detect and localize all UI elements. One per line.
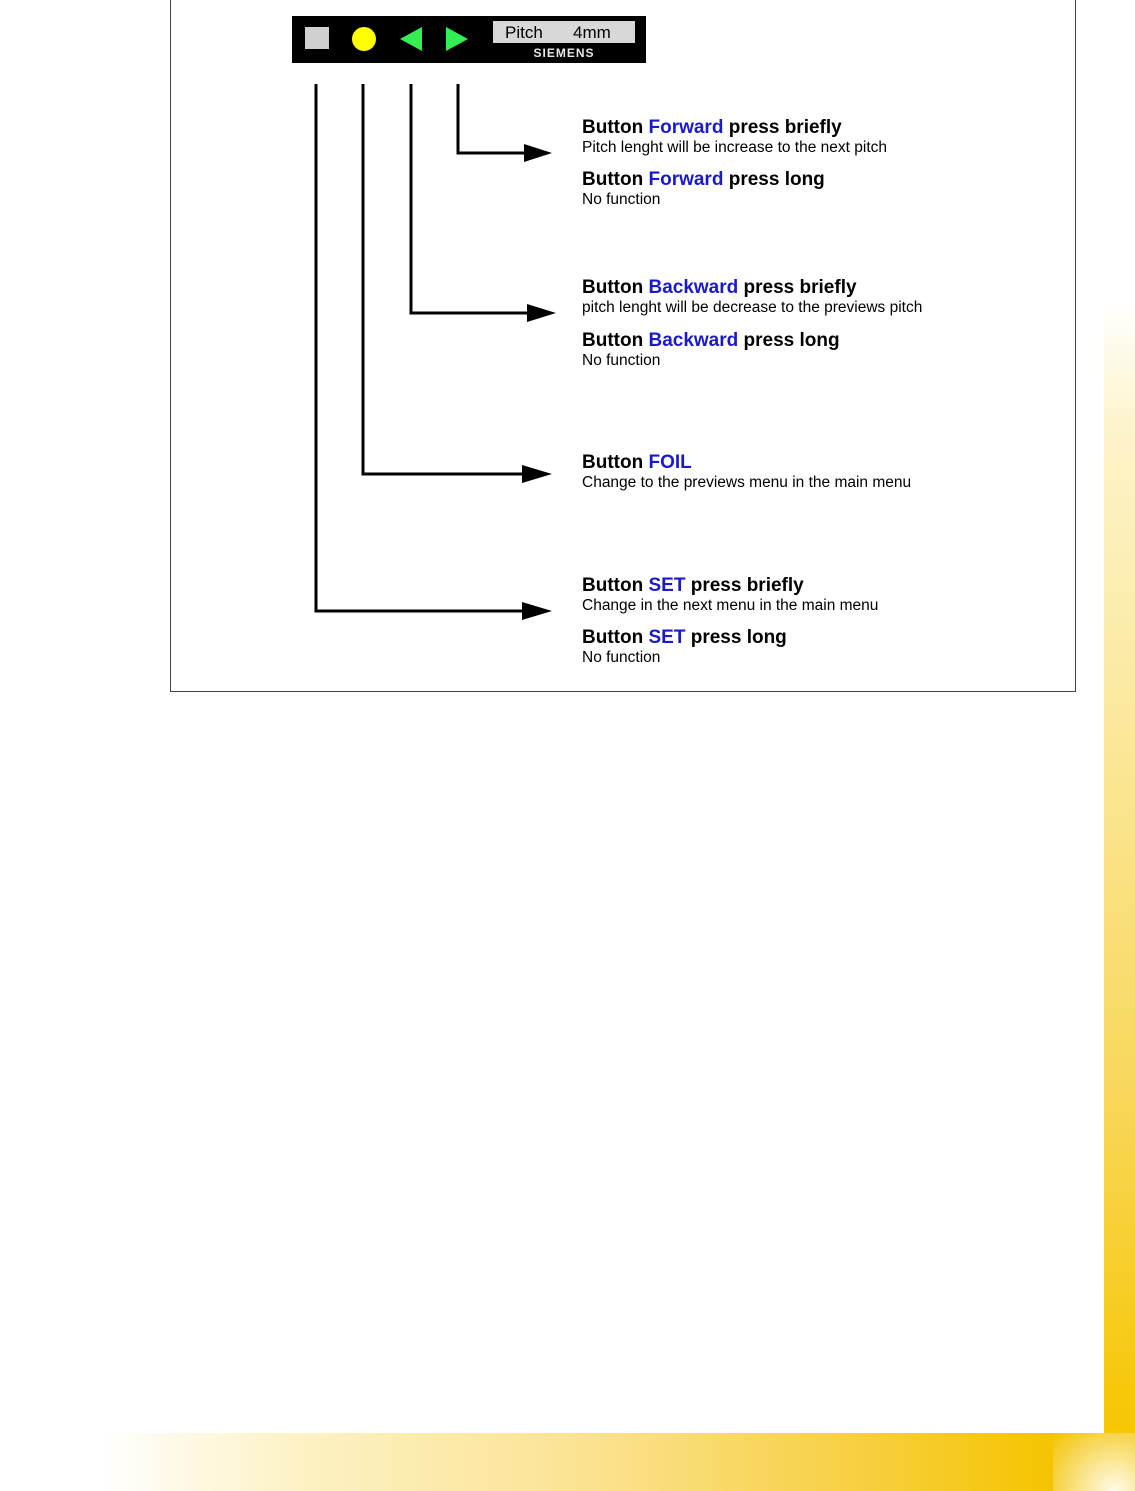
heading-suffix: press briefly <box>685 575 804 596</box>
forward-brief-text: Pitch lenght will be increase to the next pitch <box>582 139 888 156</box>
heading-prefix: Button <box>582 169 649 190</box>
foil-block <box>582 452 911 492</box>
backward-brief-heading <box>582 277 934 299</box>
foil-connector-arrow <box>363 84 526 474</box>
forward-connector-arrow <box>458 84 528 153</box>
foil-arrowhead <box>522 465 552 483</box>
heading-highlight: FOIL <box>648 452 692 473</box>
heading-highlight: Forward <box>648 117 724 138</box>
backward-brief-block <box>582 277 934 317</box>
set-long-text: No function <box>582 649 661 666</box>
heading-suffix: press long <box>723 169 825 190</box>
set-brief-block <box>582 575 878 615</box>
set-long-block <box>582 627 787 667</box>
decorative-corner-tile <box>1053 1433 1135 1491</box>
heading-suffix: press long <box>685 627 787 648</box>
backward-connector-arrow <box>411 84 531 313</box>
forward-long-block <box>582 169 825 209</box>
heading-prefix: Button <box>582 330 649 351</box>
backward-arrowhead <box>527 304 556 322</box>
set-connector-arrow <box>316 84 526 611</box>
heading-prefix: Button <box>582 452 649 473</box>
connector-lines <box>0 0 1135 700</box>
display-value: 4mm <box>573 23 611 42</box>
forward-brief-block <box>582 117 887 157</box>
set-long-heading <box>582 627 787 649</box>
backward-long-heading <box>582 330 840 352</box>
foil-heading <box>582 452 911 474</box>
heading-prefix: Button <box>582 627 649 648</box>
heading-highlight: Backward <box>648 330 739 351</box>
display-label: Pitch <box>505 23 543 42</box>
heading-prefix: Button <box>582 575 649 596</box>
heading-prefix: Button <box>582 277 649 298</box>
heading-highlight: Forward <box>648 169 724 190</box>
heading-highlight: Backward <box>648 277 739 298</box>
heading-highlight: SET <box>648 575 686 596</box>
forward-long-heading <box>582 169 825 191</box>
heading-suffix: press briefly <box>723 117 842 138</box>
set-arrowhead <box>522 602 552 620</box>
foil-text: Change to the previews menu in the main menu <box>582 474 912 491</box>
heading-suffix: press long <box>738 330 840 351</box>
set-brief-heading <box>582 575 878 597</box>
backward-brief-text: pitch lenght will be decrease to the previews pitch <box>582 299 923 316</box>
brand-logo: SIEMENS <box>533 46 595 60</box>
set-brief-text: Change in the next menu in the main menu <box>582 597 879 614</box>
backward-long-block <box>582 330 840 370</box>
heading-prefix: Button <box>582 117 649 138</box>
heading-highlight: SET <box>648 627 686 648</box>
backward-long-text: No function <box>582 352 661 369</box>
decorative-bottom-gradient-bar <box>100 1433 1053 1491</box>
forward-long-text: No function <box>582 191 661 208</box>
forward-arrowhead <box>524 144 552 162</box>
heading-suffix: press briefly <box>738 277 857 298</box>
forward-brief-heading <box>582 117 887 139</box>
